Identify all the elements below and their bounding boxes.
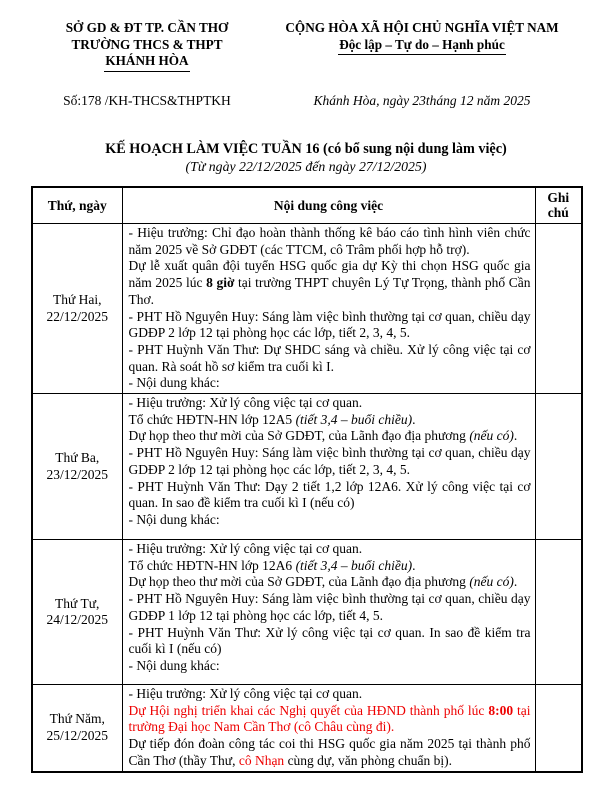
table-row <box>32 224 582 394</box>
content-paragraph <box>129 375 531 392</box>
table-row <box>32 394 582 540</box>
text-segment: Dự lễ xuất quân đội tuyển HSG quốc gia dự Kỳ thi chọn HSG quốc gia năm 2025 lúc <box>128 258 531 291</box>
table-row <box>32 540 582 685</box>
text-segment: tại trường Đại học Nam Cần Thơ (cô Châu cùng đi). <box>128 702 531 735</box>
text-segment: - PHT Huỳnh Văn Thư: Dự SHDC sáng và chiều. Xử lý công việc tại cơ quan. Rà soát hồ sơ kiểm tra cuối kì I. <box>128 341 531 374</box>
text-segment: Dự họp theo thư mời của Sở GDĐT, của Lãnh đạo địa phương <box>128 574 470 590</box>
text-segment: - PHT Hồ Nguyên Huy: Sáng làm việc bình thường tại cơ quan, chiều dạy GDĐP 2 lớp 12 tại phòng học các lớp, tiết 2, 3, 4, 5. <box>128 445 531 477</box>
text-segment: Tổ chức HĐTN-HN lớp 12A6 <box>128 557 296 573</box>
text-segment: - Nội dung khác: <box>128 375 220 391</box>
national-motto-block <box>263 20 581 72</box>
document-number: Số:178 /KH-THCS&THPTKH <box>63 92 231 108</box>
content-paragraph <box>129 591 531 624</box>
day-cell <box>32 394 122 540</box>
document-title: KẾ HOẠCH LÀM VIỆC TUẦN 16 (có bổ sung nội dung làm việc) <box>105 140 507 157</box>
text-segment: - Hiệu trưởng: Xử lý công việc tại cơ quan. <box>128 541 363 557</box>
text-segment: (nếu có) <box>469 428 514 444</box>
day-label: Thứ Ba, <box>55 450 100 466</box>
content-paragraph <box>129 512 531 529</box>
text-segment: . <box>513 428 518 444</box>
office-line-1: SỞ GD & ĐT TP. CẦN THƠ <box>65 20 229 35</box>
issuing-office-block <box>31 20 263 72</box>
text-segment: - PHT Hồ Nguyên Huy: Sáng làm việc bình thường tại cơ quan, chiều dạy GDĐP 1 lớp 12 tại phòng học các lớp, tiết 4, 5. <box>128 591 531 623</box>
text-segment: Dự tiếp đón đoàn công tác coi thi HSG quốc gia năm 2025 tại thành phố Cần Thơ (thầy Thư, <box>128 736 531 768</box>
date-label: 24/12/2025 <box>46 612 108 628</box>
text-segment: - Hiệu trưởng: Chỉ đạo hoàn thành thống kê báo cáo tình hình viên chức năm 2025 về Sở GDĐT (các TTCM, cô Trâm phối hợp hỗ trợ). <box>128 225 531 257</box>
table-header <box>32 187 582 224</box>
date-label: 22/12/2025 <box>46 308 108 324</box>
office-line-2: TRƯỜNG THCS & THPT <box>71 36 223 52</box>
content-paragraph <box>129 479 531 512</box>
text-segment: . <box>412 557 416 573</box>
motto-line <box>263 37 581 56</box>
content-paragraph <box>129 412 531 429</box>
content-paragraph <box>129 703 531 736</box>
text-segment: (nếu có) <box>469 574 514 590</box>
motto: Độc lập – Tự do – Hạnh phúc <box>338 37 506 56</box>
text-segment: - PHT Hồ Nguyên Huy: Sáng làm việc bình thường tại cơ quan, chiều dạy GDĐP 2 lớp 12 tại phòng học các lớp, tiết 2, 3, 4, 5. <box>128 308 531 341</box>
note-cell <box>535 685 582 772</box>
text-segment: - Nội dung khác: <box>128 657 220 673</box>
document-subtitle: (Từ ngày 22/12/2025 đến ngày 27/12/2025) <box>185 158 427 174</box>
content-paragraph <box>129 309 531 342</box>
text-segment: (tiết 3,4 – buổi chiều) <box>295 557 413 573</box>
column-header-note: Ghi chú <box>535 187 582 224</box>
date-label: 25/12/2025 <box>46 727 108 743</box>
day-label: Thứ Hai, <box>52 292 102 308</box>
content-paragraph <box>129 736 531 769</box>
note-cell <box>535 224 582 394</box>
text-segment: tại trường THPT chuyên Lý Tự Trọng, thành phố Cần Thơ. <box>128 275 531 307</box>
text-segment: . <box>513 574 518 590</box>
date-label: 23/12/2025 <box>46 466 108 482</box>
school-name: KHÁNH HÒA <box>104 53 189 72</box>
text-segment: 8:00 <box>488 702 514 718</box>
content-cell <box>122 224 535 394</box>
content-paragraph <box>129 258 531 308</box>
day-cell <box>32 224 122 394</box>
content-paragraph <box>129 558 531 575</box>
text-segment: cùng dự, văn phòng chuẩn bị). <box>284 752 452 768</box>
reference-row <box>31 93 581 109</box>
column-header-content: Nội dung công việc <box>122 187 535 224</box>
office-line-3 <box>31 53 263 72</box>
day-cell <box>32 540 122 685</box>
text-segment: - Hiệu trưởng: Xử lý công việc tại cơ quan. <box>128 686 363 702</box>
table-header-row <box>32 187 582 224</box>
text-segment: Tổ chức HĐTN-HN lớp 12A5 <box>128 411 296 427</box>
table-body <box>32 224 582 772</box>
text-segment: 8 giờ <box>206 275 235 291</box>
content-cell <box>122 394 535 540</box>
letterhead <box>31 20 581 72</box>
content-paragraph <box>129 686 531 703</box>
table-row <box>32 685 582 772</box>
content-paragraph <box>129 541 531 558</box>
text-segment: . <box>412 411 416 427</box>
text-segment: - PHT Huỳnh Văn Thư: Xử lý công việc tại cơ quan. In sao đề kiểm tra cuối kì I (nếu có) <box>128 624 531 657</box>
note-cell <box>535 394 582 540</box>
text-segment: Dự Hội nghị triển khai các Nghị quyết của HĐND thành phố lúc <box>128 702 489 718</box>
day-label: Thứ Tư, <box>55 595 100 611</box>
text-segment: - PHT Huỳnh Văn Thư: Dạy 2 tiết 1,2 lớp 12A6. Xử lý công việc tại cơ quan. In sao đề kiểm tra cuối kì I (nếu có) <box>128 478 531 511</box>
text-segment: cô Nhạn <box>238 752 285 768</box>
column-header-day: Thứ, ngày <box>32 187 122 224</box>
text-segment: - Nội dung khác: <box>128 511 220 527</box>
content-paragraph <box>129 625 531 658</box>
day-cell <box>32 685 122 772</box>
content-cell <box>122 540 535 685</box>
content-paragraph <box>129 395 531 412</box>
national-title: CỘNG HÒA XÃ HỘI CHỦ NGHĨA VIỆT NAM <box>285 20 559 35</box>
content-paragraph <box>129 428 531 445</box>
place-and-date: Khánh Hòa, ngày 23tháng 12 năm 2025 <box>313 92 531 108</box>
note-cell <box>535 540 582 685</box>
text-segment: Dự họp theo thư mời của Sở GDĐT, của Lãnh đạo địa phương <box>128 428 470 444</box>
content-paragraph <box>129 658 531 675</box>
content-paragraph <box>129 445 531 478</box>
content-paragraph <box>129 342 531 375</box>
content-cell <box>122 685 535 772</box>
text-segment: - Hiệu trưởng: Xử lý công việc tại cơ quan. <box>128 395 363 411</box>
text-segment: (tiết 3,4 – buổi chiều) <box>295 411 413 427</box>
content-paragraph <box>129 225 531 258</box>
content-paragraph <box>129 574 531 591</box>
weekly-plan-table <box>31 186 583 773</box>
day-label: Thứ Năm, <box>49 711 105 727</box>
